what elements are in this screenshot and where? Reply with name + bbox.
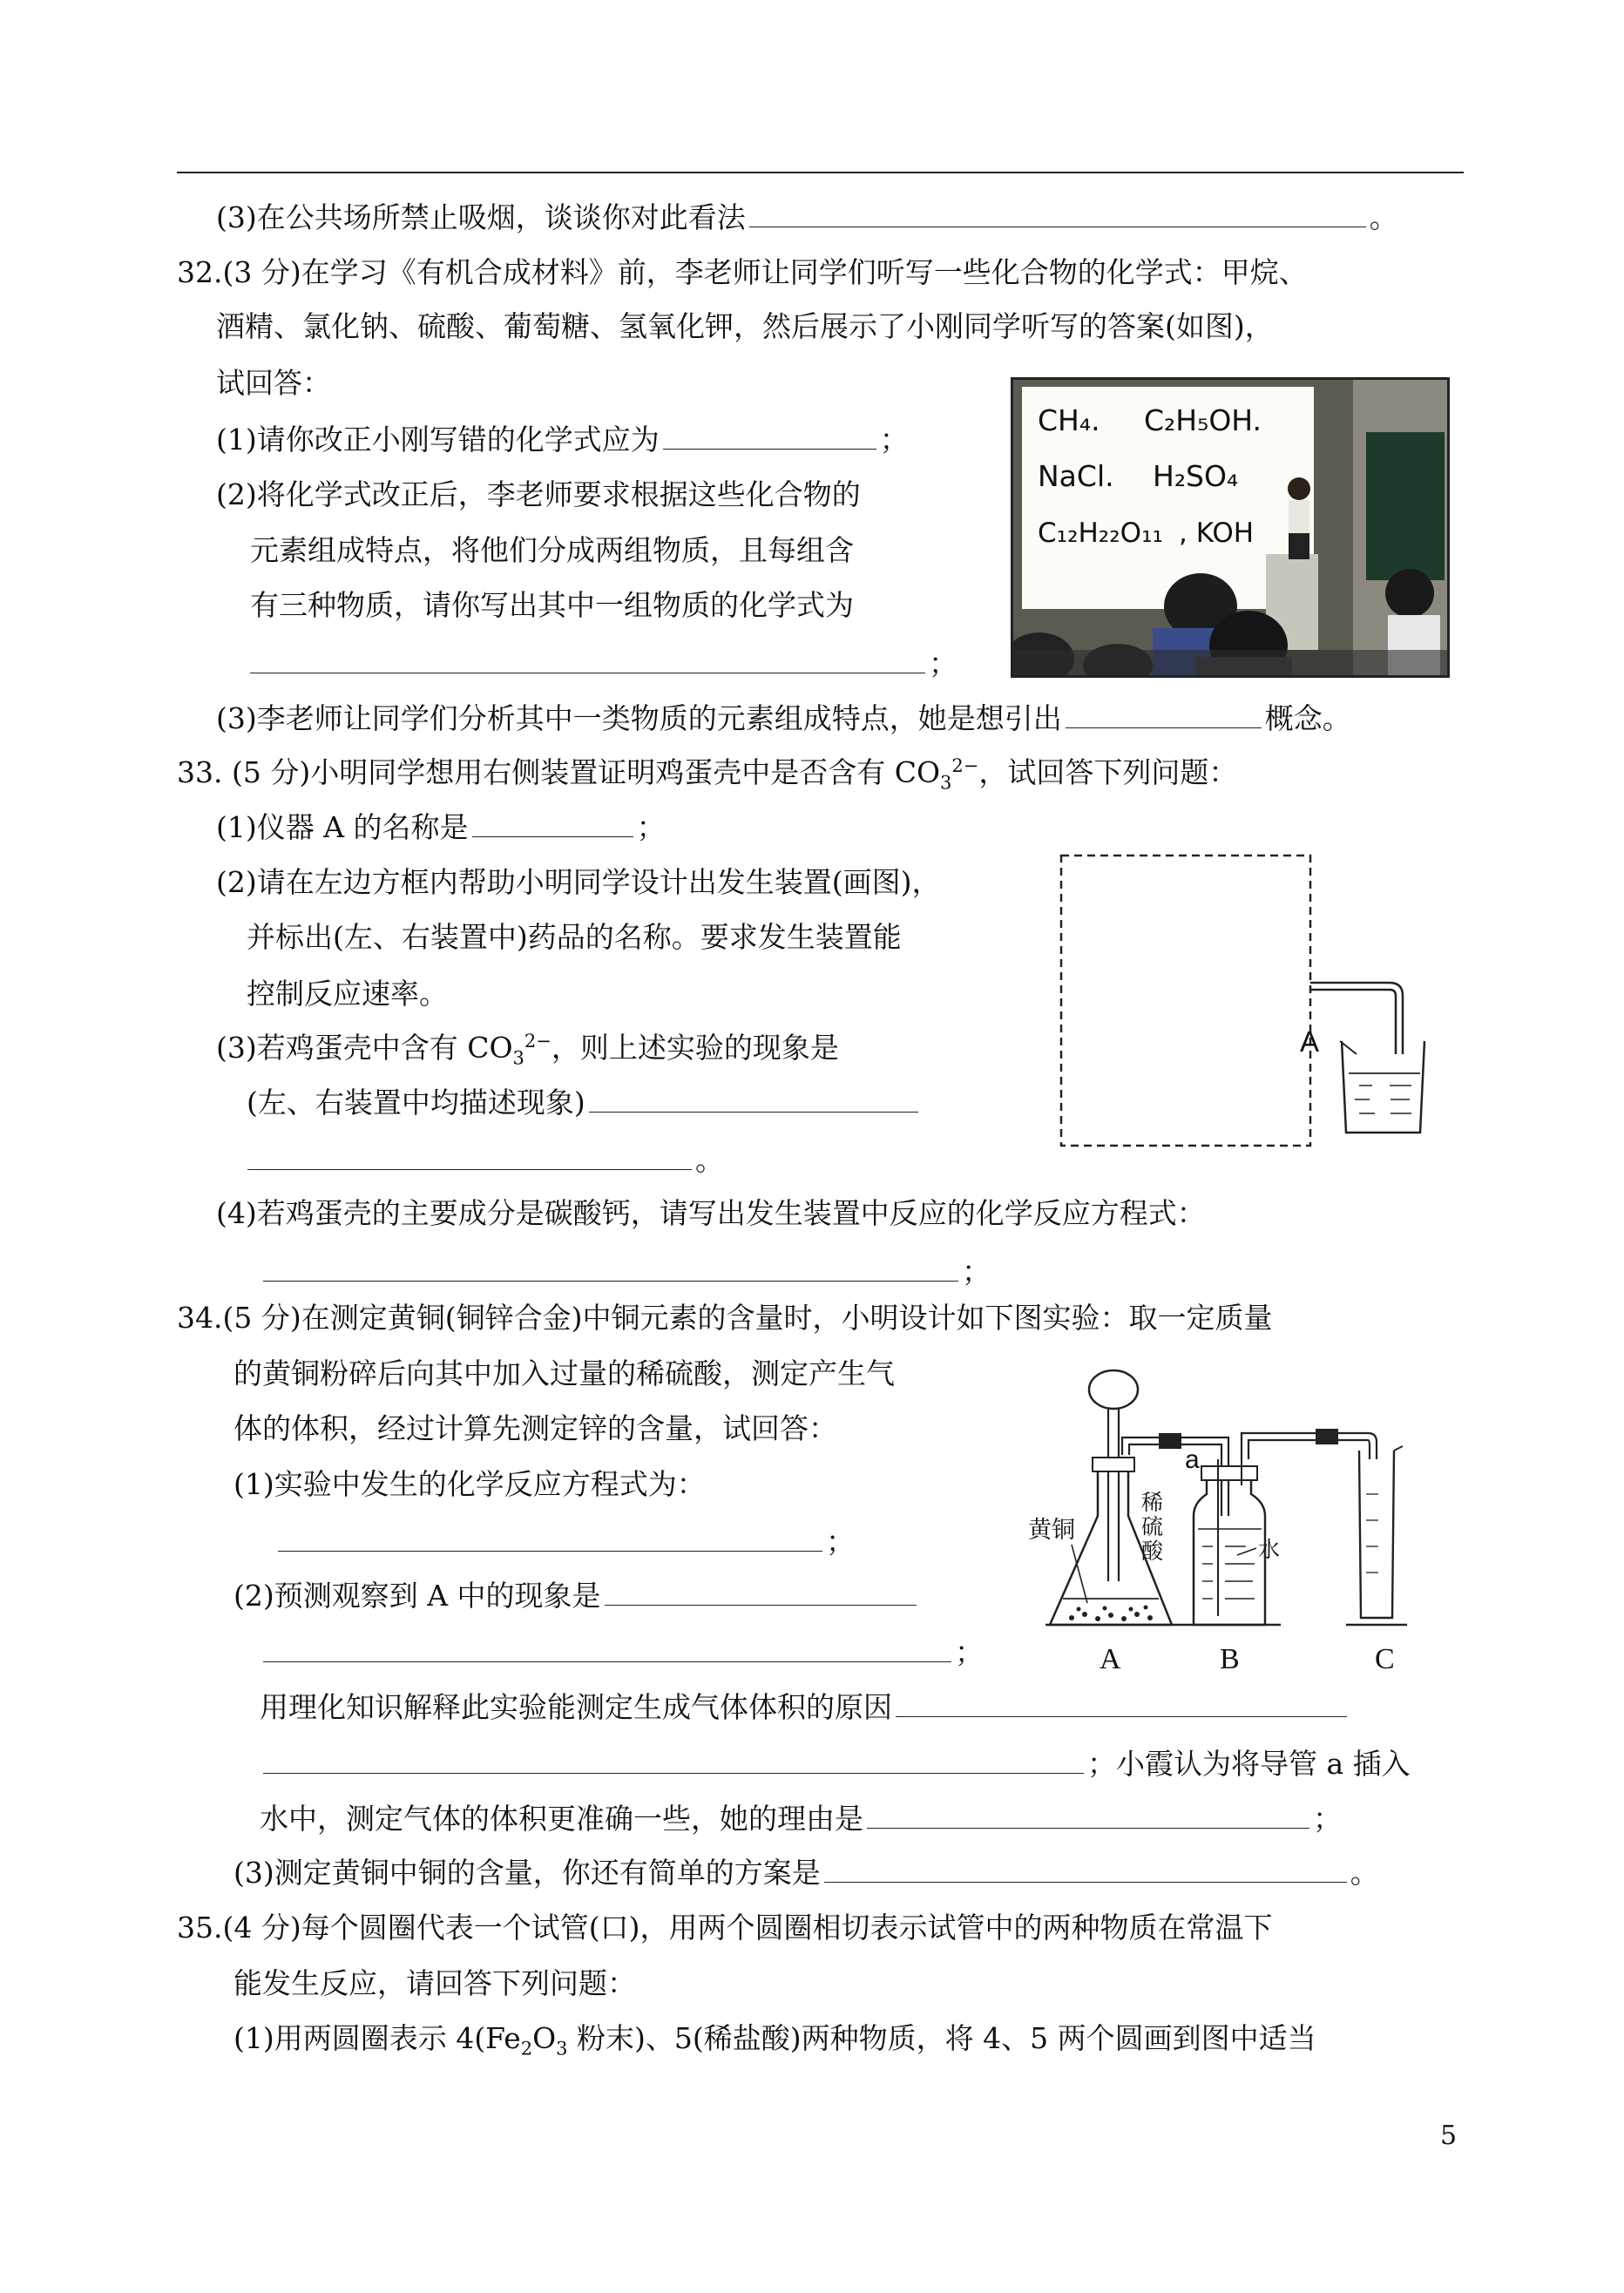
q33-apparatus bbox=[1045, 845, 1446, 1159]
q32-stem-line1: 32.(3 分)在学习《有机合成材料》前，李老师让同学们听写一些化合物的化学式：甲烷、 bbox=[177, 255, 1308, 289]
q31-item3: (3)在公共场所禁止吸烟，谈谈你对此看法 。 bbox=[216, 200, 1398, 234]
label-brass: 黄铜 bbox=[1028, 1517, 1075, 1544]
answer-blank[interactable] bbox=[824, 1856, 1347, 1883]
q32-item3: (3)李老师让同学们分析其中一类物质的元素组成特点，她是想引出 概念。 bbox=[216, 701, 1351, 735]
header-rule bbox=[177, 172, 1464, 173]
label-fig-A: A bbox=[1100, 1643, 1121, 1675]
q33-item4-answer: ； bbox=[260, 1255, 991, 1289]
q32-stem-line3: 试回答： bbox=[216, 366, 331, 400]
q34-item2-reason-cont: ；小霞认为将导管 a 插入 bbox=[260, 1747, 1411, 1782]
answer-blank[interactable] bbox=[896, 1690, 1347, 1717]
q34-item1-answer: ； bbox=[274, 1525, 855, 1559]
q32-item2-line1: (2)将化学式改正后，李老师要求根据这些化合物的 bbox=[216, 477, 861, 511]
board-formula-c2h5oh: C₂H₅OH. bbox=[1144, 403, 1262, 437]
q32-item2-line2: 元素组成特点，将他们分成两组物质，且每组含 bbox=[250, 533, 854, 567]
q34-stem-line3: 体的体积，经过计算先测定锌的含量，试回答： bbox=[233, 1411, 837, 1445]
label-fig-B: B bbox=[1220, 1643, 1240, 1675]
q34-item2-xiaoxia: 水中，测定气体的体积更准确一些，她的理由是 ； bbox=[260, 1802, 1342, 1836]
answer-blank[interactable] bbox=[663, 423, 876, 450]
q34-item3: (3)测定黄铜中铜的含量，你还有简单的方案是 。 bbox=[233, 1856, 1379, 1890]
label-fig-C: C bbox=[1375, 1643, 1395, 1675]
q32-stem-line2: 酒精、氯化钠、硫酸、葡萄糖、氢氧化钾，然后展示了小刚同学听写的答案(如图)， bbox=[216, 309, 1274, 343]
board-formula-c12h22o11: C₁₂H₂₂O₁₁ bbox=[1038, 517, 1163, 549]
board-formula-h2so4: H₂SO₄ bbox=[1153, 459, 1239, 493]
q33-item2-line2: 并标出(左、右装置中)药品的名称。要求发生装置能 bbox=[247, 920, 902, 954]
q33-item3-line3: 。 bbox=[244, 1143, 724, 1178]
classroom-photo bbox=[1011, 377, 1450, 678]
q34-item2-answer: ； bbox=[260, 1635, 984, 1670]
measuring-cylinder-C bbox=[1359, 1451, 1394, 1618]
q35-stem-line2: 能发生反应，请回答下列问题： bbox=[233, 1966, 636, 2000]
separatory-funnel bbox=[1089, 1370, 1138, 1409]
board-formula-ch4: CH₄. bbox=[1038, 403, 1100, 437]
board-formula-koh: , KOH bbox=[1179, 517, 1255, 549]
label-a: a bbox=[1185, 1445, 1200, 1474]
label-A: A bbox=[1300, 1025, 1320, 1058]
label-acid-2: 硫 bbox=[1141, 1514, 1164, 1539]
label-acid-3: 酸 bbox=[1141, 1539, 1164, 1564]
q32-item2-line3: 有三种物质，请你写出其中一组物质的化学式为 bbox=[250, 588, 854, 622]
board-formula-nacl: NaCl. bbox=[1038, 459, 1114, 493]
q35-item1: (1)用两圆圈表示 $4(Fe_2O_3$ 粉末)、5(稀盐酸)两种物质，将 4、5 两个圆画到图中适当 bbox=[233, 2021, 1316, 2060]
q33-stem: 33. (5 分)小明同学想用右侧装置证明鸡蛋壳中是否含有 $CO_3^{2-}$，试回答下列问题： bbox=[177, 755, 1238, 794]
answer-blank[interactable] bbox=[605, 1579, 917, 1606]
answer-blank[interactable] bbox=[1066, 701, 1262, 728]
label-acid-1: 稀 bbox=[1141, 1490, 1164, 1515]
design-box[interactable] bbox=[1061, 856, 1310, 1146]
q34-item2-reason: 用理化知识解释此实验能测定生成气体体积的原因 bbox=[260, 1690, 1350, 1725]
q33-item3-line1: (3)若鸡蛋壳中含有 $CO_3^{2-}$，则上述实验的现象是 bbox=[216, 1031, 839, 1069]
label-water: 水 bbox=[1258, 1537, 1281, 1562]
q33-item2-line1: (2)请在左边方框内帮助小明同学设计出发生装置(画图)， bbox=[216, 865, 941, 899]
answer-blank[interactable] bbox=[749, 200, 1366, 227]
q33-item2-line3: 控制反应速率。 bbox=[247, 977, 448, 1011]
q34-apparatus bbox=[1019, 1363, 1446, 1686]
q34-stem-line2: 的黄铜粉碎后向其中加入过量的稀硫酸，测定产生气 bbox=[233, 1356, 895, 1390]
q33-item1: (1)仪器 A 的名称是 ； bbox=[216, 810, 666, 844]
answer-blank[interactable] bbox=[250, 646, 925, 673]
q34-stem-line1: 34.(5 分)在测定黄铜(铜锌合金)中铜元素的含量时，小明设计如下图实验：取一定质量 bbox=[177, 1301, 1273, 1335]
answer-blank[interactable] bbox=[472, 810, 633, 837]
q34-item1: (1)实验中发生的化学反应方程式为： bbox=[233, 1467, 706, 1501]
q33-item4: (4)若鸡蛋壳的主要成分是碳酸钙，请写出发生装置中反应的化学反应方程式： bbox=[216, 1196, 1206, 1230]
answer-blank[interactable] bbox=[589, 1086, 918, 1113]
page-number: 5 bbox=[1440, 2121, 1458, 2151]
q35-stem-line1: 35.(4 分)每个圆圈代表一个试管(口)，用两个圆圈相切表示试管中的两种物质在常温下 bbox=[177, 1911, 1273, 1945]
q33-item3-line2: (左、右装置中均描述现象) bbox=[247, 1086, 922, 1120]
answer-blank[interactable] bbox=[247, 1143, 692, 1170]
q32-item1: (1)请你改正小刚写错的化学式应为 ； bbox=[216, 423, 909, 457]
q32-item2-answer: ； bbox=[247, 646, 957, 681]
q34-item2: (2)预测观察到 A 中的现象是 bbox=[233, 1579, 920, 1613]
answer-blank[interactable] bbox=[867, 1802, 1309, 1829]
beaker bbox=[1342, 1041, 1424, 1133]
answer-blank[interactable] bbox=[263, 1747, 1084, 1774]
classroom-photo-scene bbox=[1013, 380, 1447, 675]
answer-blank[interactable] bbox=[263, 1635, 951, 1662]
answer-blank[interactable] bbox=[278, 1525, 822, 1552]
answer-blank[interactable] bbox=[263, 1255, 958, 1282]
